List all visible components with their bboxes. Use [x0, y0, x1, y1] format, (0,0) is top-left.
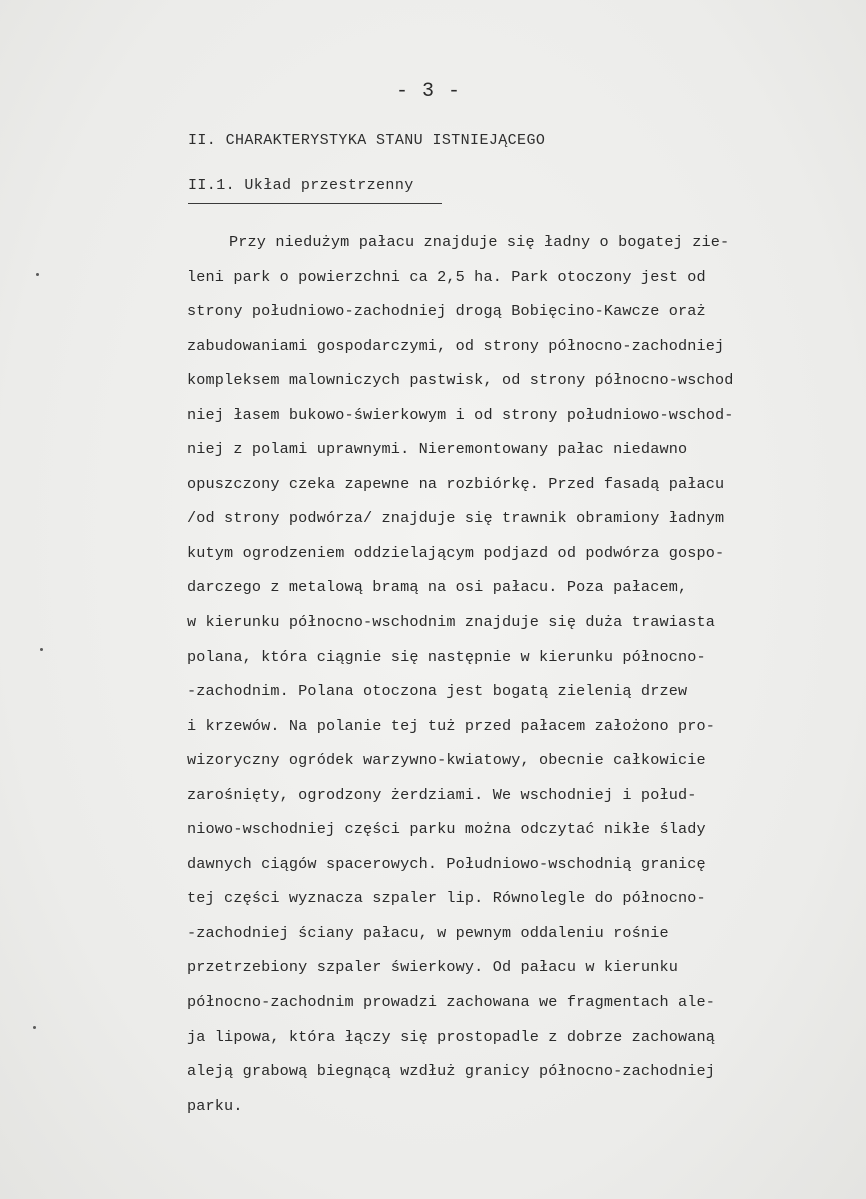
body-line: w kierunku północno-wschodnim znajduje się duża trawiasta	[187, 613, 716, 632]
body-paragraph	[187, 228, 807, 1126]
body-line: zarośnięty, ogrodzony żerdziami. We wschodniej i połud-	[187, 785, 697, 804]
body-line: opuszczony czeka zapewne na rozbiórkę. Przed fasadą pałacu	[187, 474, 725, 493]
page-number: - 3 -	[396, 80, 462, 103]
subsection-underline	[188, 203, 442, 204]
body-line: kompleksem malowniczych pastwisk, od strony północno-wschod	[187, 371, 734, 390]
margin-dot	[33, 1026, 36, 1029]
body-line: północno-zachodnim prowadzi zachowana we fragmentach ale-	[187, 993, 716, 1012]
body-line: i krzewów. Na polanie tej tuż przed pałacem założono pro-	[187, 716, 716, 735]
subsection-heading: II.1. Układ przestrzenny	[188, 177, 414, 194]
body-line: dawnych ciągów spacerowych. Południowo-wschodnią granicę	[187, 854, 706, 873]
body-line: zabudowaniami gospodarczymi, od strony północno-zachodniej	[187, 336, 725, 355]
body-line: -zachodniej ściany pałacu, w pewnym oddaleniu rośnie	[187, 923, 669, 942]
body-line: kutym ogrodzeniem oddzielającym podjazd od podwórza gospo-	[187, 543, 725, 562]
body-line: ja lipowa, która łączy się prostopadle z dobrze zachowaną	[187, 1027, 716, 1046]
section-heading: II. CHARAKTERYSTYKA STANU ISTNIEJĄCEGO	[188, 132, 546, 149]
body-line: -zachodnim. Polana otoczona jest bogatą zielenią drzew	[187, 682, 688, 701]
body-line: Przy niedużym pałacu znajduje się ładny o bogatej zie-	[229, 233, 730, 251]
body-line: parku.	[187, 1096, 243, 1115]
margin-dot	[36, 273, 39, 276]
body-line: /od strony podwórza/ znajduje się trawnik obramiony ładnym	[187, 509, 725, 528]
body-line: przetrzebiony szpaler świerkowy. Od pałacu w kierunku	[187, 958, 678, 977]
body-line: wizoryczny ogródek warzywno-kwiatowy, obecnie całkowicie	[187, 751, 706, 770]
body-line: leni park o powierzchni ca 2,5 ha. Park otoczony jest od	[187, 267, 706, 286]
body-line: aleją grabową biegnącą wzdłuż granicy północno-zachodniej	[187, 1062, 716, 1081]
body-line: darczego z metalową bramą na osi pałacu. Poza pałacem,	[187, 578, 688, 597]
body-line: niej łasem bukowo-świerkowym i od strony południowo-wschod-	[187, 405, 734, 424]
body-line: tej części wyznacza szpaler lip. Równolegle do północno-	[187, 889, 706, 908]
body-line: strony południowo-zachodniej drogą Bobięcino-Kawcze oraż	[187, 302, 706, 321]
body-line: niej z polami uprawnymi. Nieremontowany pałac niedawno	[187, 440, 688, 459]
body-line: polana, która ciągnie się następnie w kierunku północno-	[187, 647, 706, 666]
margin-dot	[40, 648, 43, 651]
body-line: niowo-wschodniej części parku można odczytać nikłe ślady	[187, 820, 706, 839]
